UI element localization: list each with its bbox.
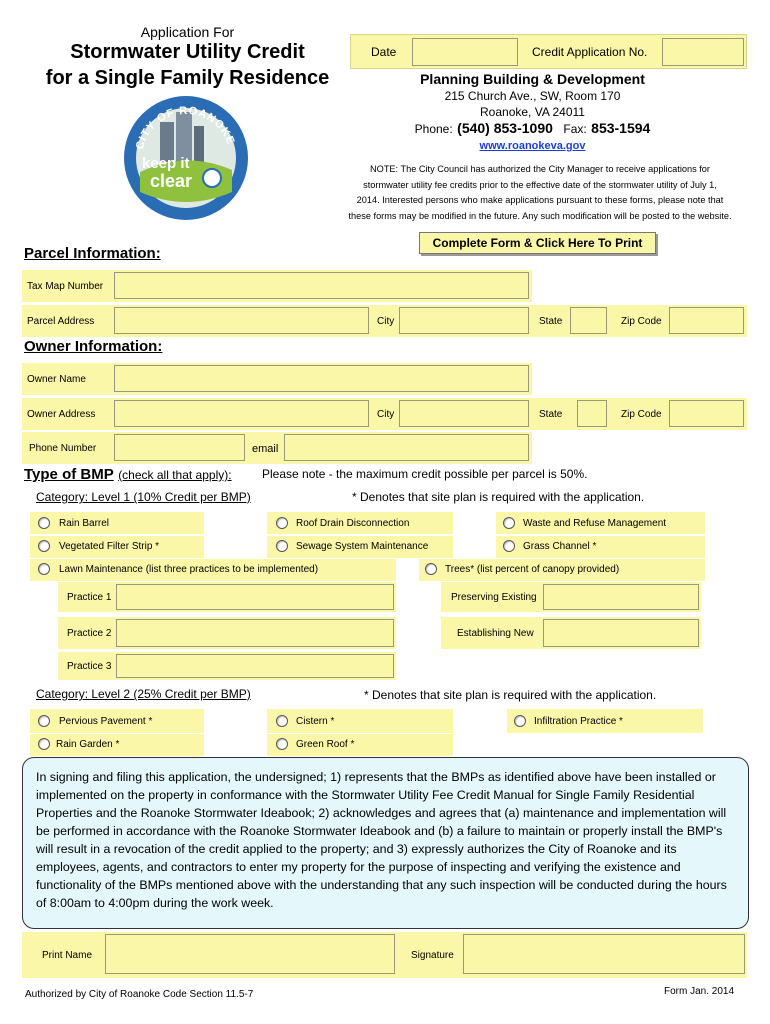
credit-application-input[interactable]: [662, 38, 744, 66]
office-address1: 215 Church Ave., SW, Room 170: [444, 89, 621, 103]
rain-barrel-radio[interactable]: [38, 517, 50, 529]
website-link[interactable]: www.roanokeva.gov: [479, 140, 586, 152]
cistern-radio[interactable]: [276, 715, 288, 727]
establishing-label: Establishing New: [457, 628, 534, 639]
note-line2: stormwater utility fee credits prior to the effective date of the stormwater utility of July 1,: [363, 179, 717, 190]
office-phone-line: [350, 120, 715, 138]
practice2-label: Practice 2: [67, 628, 112, 639]
application-for-label: Application For: [140, 24, 235, 40]
signature-label: Signature: [411, 950, 454, 961]
logo-keep-text: keep it: [142, 155, 190, 172]
form-title-line1: Stormwater Utility Credit: [70, 41, 305, 63]
parcel-heading: Parcel Information:: [24, 245, 161, 262]
print-button[interactable]: Complete Form & Click Here To Print: [419, 232, 656, 254]
agreement-box: [22, 757, 749, 929]
rain-barrel-label: Rain Barrel: [59, 518, 110, 529]
authorized-footer: Authorized by City of Roanoke Code Section 11.5-7: [25, 989, 254, 1000]
owner-zip-input[interactable]: [669, 400, 744, 427]
practice3-label: Practice 3: [67, 661, 112, 672]
parcel-address-input[interactable]: [114, 307, 369, 334]
parcel-address-label: Parcel Address: [27, 316, 95, 327]
bmp-heading-title: Type of BMP: [24, 466, 114, 483]
owner-state-input[interactable]: [577, 400, 607, 427]
level1-site-plan-note: * Denotes that site plan is required with the application.: [352, 490, 645, 504]
grass-channel-radio[interactable]: [503, 540, 515, 552]
phone-value: (540) 853-1090: [457, 120, 553, 136]
tax-map-label: Tax Map Number: [27, 281, 104, 292]
form-title-line2: for a Single Family Residence: [45, 67, 330, 89]
print-name-label: Print Name: [42, 950, 93, 961]
owner-city-input[interactable]: [399, 400, 529, 427]
parcel-zip-label: Zip Code: [621, 316, 662, 327]
owner-email-input[interactable]: [284, 434, 529, 461]
level2-row1-mid-bg: [267, 709, 453, 733]
preserving-input[interactable]: [543, 584, 699, 610]
date-input[interactable]: [412, 38, 518, 66]
max-credit-note: Please note - the maximum credit possible per parcel is 50%.: [262, 467, 588, 481]
city-logo: [120, 92, 252, 224]
owner-address-label: Owner Address: [27, 409, 96, 420]
trees-label: Trees* (list percent of canopy provided): [445, 564, 620, 575]
green-roof-radio[interactable]: [276, 738, 288, 750]
level1-row1-left-bg: [30, 512, 204, 534]
tax-map-input[interactable]: [114, 272, 529, 299]
pervious-pavement-radio[interactable]: [38, 715, 50, 727]
owner-email-label: email: [252, 443, 279, 455]
establishing-input[interactable]: [543, 619, 699, 647]
council-note: [325, 162, 755, 224]
grass-channel-label: Grass Channel *: [523, 541, 597, 552]
level2-title: Category: Level 2 (25% Credit per BMP): [36, 687, 251, 701]
level2-site-plan-note: * Denotes that site plan is required with the application.: [364, 688, 657, 702]
note-line1: NOTE: The City Council has authorized the City Manager to receive applications for: [370, 164, 710, 174]
office-name: Planning Building & Development: [420, 71, 645, 87]
owner-heading: Owner Information:: [24, 338, 163, 355]
practice1-input[interactable]: [116, 584, 394, 610]
parcel-zip-input[interactable]: [669, 307, 744, 334]
agreement-text: In signing and filing this application, the undersigned; 1) represents that the BMPs as identified above have been installed or implemented on the property in conformance with the Stormwater Utility Fee Credit Manual for Single Family Residential Properties and the Roanoke Stormwater Ideabook; 2) acknowledges and agrees that (a) maintenance and implementation will be performed in accordance with the Roanoke Stormwater Ideabook and (b) a failure to maintain or properly install the BMP's will result in a revocation of the credit applied to the property; and 3) expressly authorizes the City of Roanoke and its employees, agents, and contractors to enter my property for the purpose of inspecting and verifying the existence and functionality of the BMPs mentioned above with the understanding that any such inspection will be conducted during the hours of 8:00am to 4:00pm during the work week.: [36, 770, 727, 910]
roof-drain-radio[interactable]: [276, 517, 288, 529]
green-roof-label: Green Roof *: [296, 739, 355, 750]
sewage-maintenance-label: Sewage System Maintenance: [296, 541, 429, 552]
office-address2: Roanoke, VA 24011: [480, 105, 585, 119]
level2-row2-mid-bg: [267, 734, 453, 756]
note-line4: these forms may be modified in the future. Any such modification will be posted to the website.: [348, 210, 732, 221]
waste-refuse-label: Waste and Refuse Management: [523, 518, 667, 529]
owner-zip-label: Zip Code: [621, 409, 662, 420]
parcel-city-input[interactable]: [399, 307, 529, 334]
owner-state-label: State: [539, 409, 563, 420]
phone-label: Phone:: [414, 122, 453, 136]
roof-drain-label: Roof Drain Disconnection: [296, 518, 410, 529]
fax-value: 853-1594: [591, 120, 651, 136]
practice2-input[interactable]: [116, 619, 394, 647]
logo-city-text: CITY OF ROANOKE: [133, 104, 237, 151]
infiltration-label: Infiltration Practice *: [534, 716, 623, 727]
infiltration-radio[interactable]: [514, 715, 526, 727]
parcel-state-label: State: [539, 316, 563, 327]
credit-application-label: Credit Application No.: [532, 45, 648, 59]
owner-phone-input[interactable]: [114, 434, 245, 461]
cistern-label: Cistern *: [296, 716, 335, 727]
level1-title: Category: Level 1 (10% Credit per BMP): [36, 490, 251, 504]
parcel-state-input[interactable]: [570, 307, 607, 334]
rain-garden-radio[interactable]: [38, 738, 50, 750]
bmp-heading-sub: (check all that apply):: [118, 468, 232, 482]
form-date-footer: Form Jan. 2014: [664, 986, 735, 997]
vegetated-filter-label: Vegetated Filter Strip *: [59, 541, 160, 552]
lawn-maintenance-radio[interactable]: [38, 563, 50, 575]
vegetated-filter-radio[interactable]: [38, 540, 50, 552]
print-name-input[interactable]: [105, 934, 395, 974]
practice3-input[interactable]: [116, 654, 394, 678]
owner-city-label: City: [377, 409, 395, 420]
sewage-maintenance-radio[interactable]: [276, 540, 288, 552]
pervious-pavement-label: Pervious Pavement *: [59, 716, 153, 727]
parcel-city-label: City: [377, 316, 395, 327]
owner-name-input[interactable]: [114, 365, 529, 392]
waste-refuse-radio[interactable]: [503, 517, 515, 529]
owner-name-label: Owner Name: [27, 374, 86, 385]
bmp-heading: [24, 466, 232, 484]
owner-phone-label: Phone Number: [29, 443, 97, 454]
signature-input[interactable]: [463, 934, 745, 974]
note-line3: 2014. Interested persons who make applications pursuant to these forms, please note that: [356, 195, 724, 205]
rain-garden-label: Rain Garden *: [56, 739, 120, 750]
fax-label: Fax:: [563, 122, 587, 136]
date-label: Date: [371, 45, 397, 59]
practice1-label: Practice 1: [67, 592, 112, 603]
preserving-label: Preserving Existing: [451, 592, 537, 603]
logo-clear-text: clear: [150, 171, 193, 191]
lawn-maintenance-label: Lawn Maintenance (list three practices to be implemented): [59, 564, 319, 575]
trees-radio[interactable]: [425, 563, 437, 575]
owner-address-input[interactable]: [114, 400, 369, 427]
